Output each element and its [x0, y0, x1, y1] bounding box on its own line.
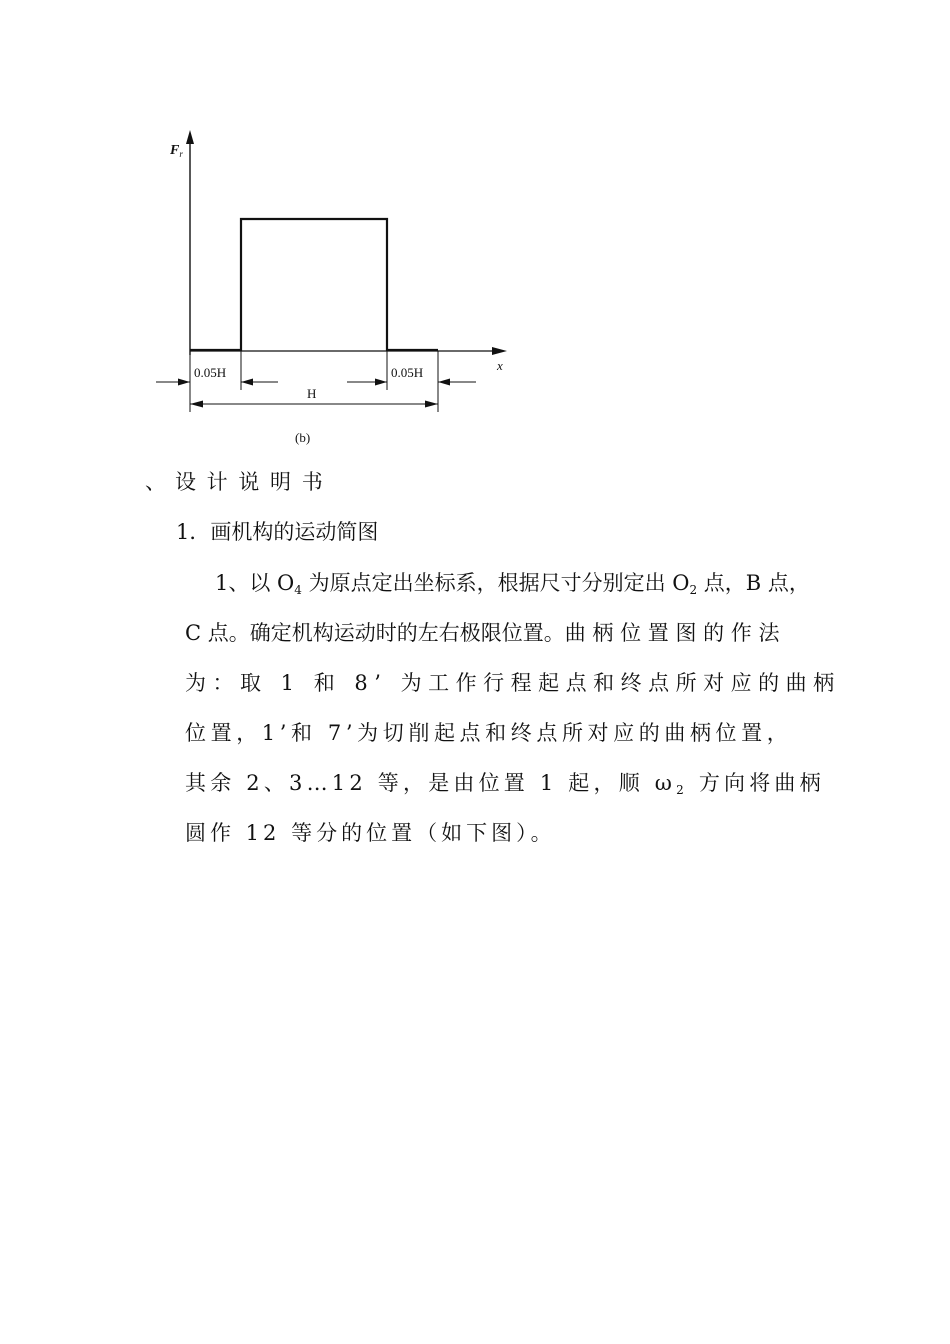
y-axis-arrow: [186, 130, 194, 144]
dim-total-arrow-a: [190, 401, 203, 408]
dim-left-label: 0.05H: [194, 365, 227, 380]
paragraph-line-1: 1、以 $O_4$ 为原点定出坐标系，根据尺寸分别定出 $O_2$ 点，B 点，: [215, 571, 810, 597]
force-pulse: [190, 219, 438, 350]
force-diagram-svg: [140, 120, 540, 450]
section-heading: 设 计 说 明 书: [175, 470, 325, 494]
force-diagram: [140, 120, 540, 450]
dim-left-arrow-b: [241, 379, 253, 386]
paragraph-line-3: 为：取 1 和 8’ 为工作行程起点和终点所对应的曲柄: [185, 671, 841, 695]
dim-right-arrow-a: [375, 379, 387, 386]
dim-total-label: H: [307, 386, 317, 401]
sub-heading: 1．画机构的运动简图: [176, 520, 379, 544]
dim-left-arrow-a: [178, 379, 190, 386]
paragraph-line-5: 其余 2、3…12 等，是由位置 1 起，顺 $\omega_2$ 方向将曲柄: [185, 771, 825, 797]
dim-right-arrow-b: [438, 379, 450, 386]
figure-caption: (b): [295, 430, 311, 445]
heading-mark: 、: [145, 470, 166, 494]
x-axis-arrow: [492, 347, 507, 355]
paragraph-line-2: C 点。确定机构运动时的左右极限位置。曲 柄 位 置 图 的 作 法: [185, 621, 780, 645]
y-axis-label-sub: r: [179, 149, 183, 159]
x-axis-label: x: [497, 358, 503, 373]
y-axis-label: $F_r$: [170, 143, 183, 159]
paragraph-line-4: 位置，1’和 7’为切削起点和终点所对应的曲柄位置，: [185, 721, 793, 745]
dim-right-label: 0.05H: [391, 365, 424, 380]
paragraph-line-6: 圆作 12 等分的位置（如下图）。: [185, 821, 556, 845]
dim-total-arrow-b: [425, 401, 438, 408]
